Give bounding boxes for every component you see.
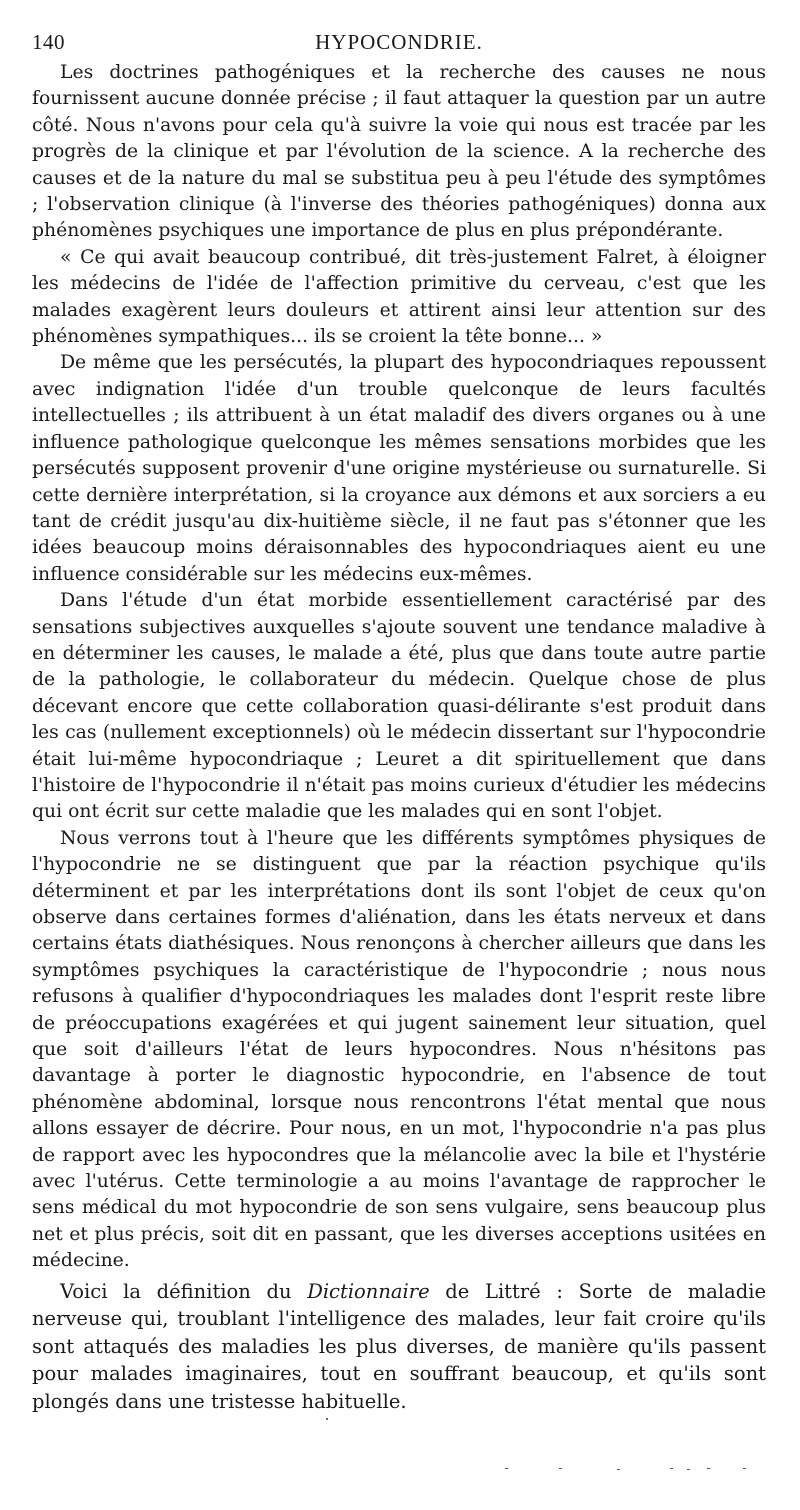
definition-text: de Littré : Sorte de maladie nerveuse qui, troublant l'intelligence des malades, leur fait croire qu'ils sont attaqués des maladies les plus diverses, de manière qu'ils passent pour malades imaginaires, tout en souffrant beaucoup, et qu'ils sont plongés dans une tristesse habituelle. xyxy=(32,1279,766,1413)
paragraph-persecutes: De même que les persécutés, la plupart des hypocondriaques repoussent avec indignation l'idée d'un trouble quelconque de leurs facultés intellectuelles ; ils attribuent à un état maladif des divers organes ou à une influence pathologique quelconque les mêmes sensations morbides que les persécutés supposent provenir d'une origine mystérieuse ou surnaturelle. Si cette dernière interprétation, si la croyance aux démons et aux sorciers a eu tant de crédit jusqu'au dix-huitième siècle, il ne faut pas s'étonner que les idées beaucoup moins déraisonnables des hypocondriaques aient eu une influence considérable sur les médecins eux-mêmes. xyxy=(32,352,766,585)
page-number: 140 xyxy=(32,30,65,54)
print-speck xyxy=(505,1468,508,1469)
print-speck xyxy=(326,1418,328,1420)
print-speck xyxy=(707,1468,710,1469)
definition-intro-text: Voici la définition du xyxy=(60,1279,308,1303)
book-page xyxy=(32,30,766,1415)
paragraph-etat-morbide: Dans l'étude d'un état morbide essentiellement caractérisé par des sensations subjectives auxquelles s'ajoute souvent une tendance maladive à en déterminer les causes, le malade a été, plus que dans toute autre partie de la pathologie, le collaborateur du médecin. Quelque chose de plus décevant encore que cette collaboration quasi-délirante s'est produit dans les cas (nullement exceptionnels) où le médecin dissertant sur l'hypocondrie était lui-même hypocondriaque ; Leuret a dit spirituellement que dans l'histoire de l'hypocondrie il n'était pas moins curieux d'étudier les médecins qui ont écrit sur cette maladie que les malades qui en sont l'objet. xyxy=(32,590,766,823)
page-header-title: HYPOCONDRIE. xyxy=(315,30,483,54)
paragraph-definition-littre xyxy=(32,1278,766,1416)
print-speck xyxy=(617,1469,620,1470)
print-speck xyxy=(559,1468,562,1469)
footer-print-specks xyxy=(505,1466,755,1474)
print-speck xyxy=(687,1469,690,1470)
running-head xyxy=(32,30,766,58)
print-speck xyxy=(670,1468,673,1469)
dictionnaire-italic: Dictionnaire xyxy=(307,1279,430,1303)
paragraph-doctrines: Les doctrines pathogéniques et la recherche des causes ne nous fournissent aucune donnée précise ; il faut attaquer la question par un autre côté. Nous n'avons pour cela qu'à suivre la voie qui nous est tracée par les progrès de la clinique et par l'évolution de la science. A la recherche des causes et de la nature du mal se substitua peu à peu l'étude des symptômes ; l'observation clinique (à l'inverse des théories pathogéniques) donna aux phénomènes psychiques une importance de plus en plus prépondérante. xyxy=(32,62,766,242)
body-text xyxy=(32,60,766,1415)
paragraph-falret-quote: « Ce qui avait beaucoup contribué, dit très-justement Falret, à éloigner les médecins de l'idée de l'affection primitive du cerveau, c'est que les malades exagèrent leurs douleurs et attirent ainsi leur attention sur des phénomènes sympathiques... ils se croient la tête bonne... » xyxy=(32,246,766,348)
paragraph-symptomes: Nous verrons tout à l'heure que les différents symptômes physiques de l'hypocondrie ne se distinguent que par la réaction psychique qu'ils déterminent et par les interprétations dont ils sont l'objet de ceux qu'on observe dans certaines formes d'aliénation, dans les états nerveux et dans certains états diathésiques. Nous renonçons à chercher ailleurs que dans les symptômes psychiques la caractéristique de l'hypocondrie ; nous nous refusons à qualifier d'hypocondriaques les malades dont l'esprit reste libre de préoccupations exagérées et qui jugent sainement leur situation, quel que soit d'ailleurs l'état de leurs hypocondres. Nous n'hésitons pas davantage à porter le diagnostic hypocondrie, en l'absence de tout phénomène abdominal, lorsque nous rencontrons l'état mental que nous allons essayer de décrire. Pour nous, en un mot, l'hypocondrie n'a pas plus de rapport avec les hypocondres que la mélancolie avec la bile et l'hystérie avec l'utérus. Cette terminologie a au moins l'avantage de rapprocher le sens médical du mot hypocondrie de son sens vulgaire, sens beaucoup plus net et plus précis, soit dit en passant, que les diverses acceptions usitées en médecine. xyxy=(32,827,766,1272)
print-speck xyxy=(743,1468,746,1469)
